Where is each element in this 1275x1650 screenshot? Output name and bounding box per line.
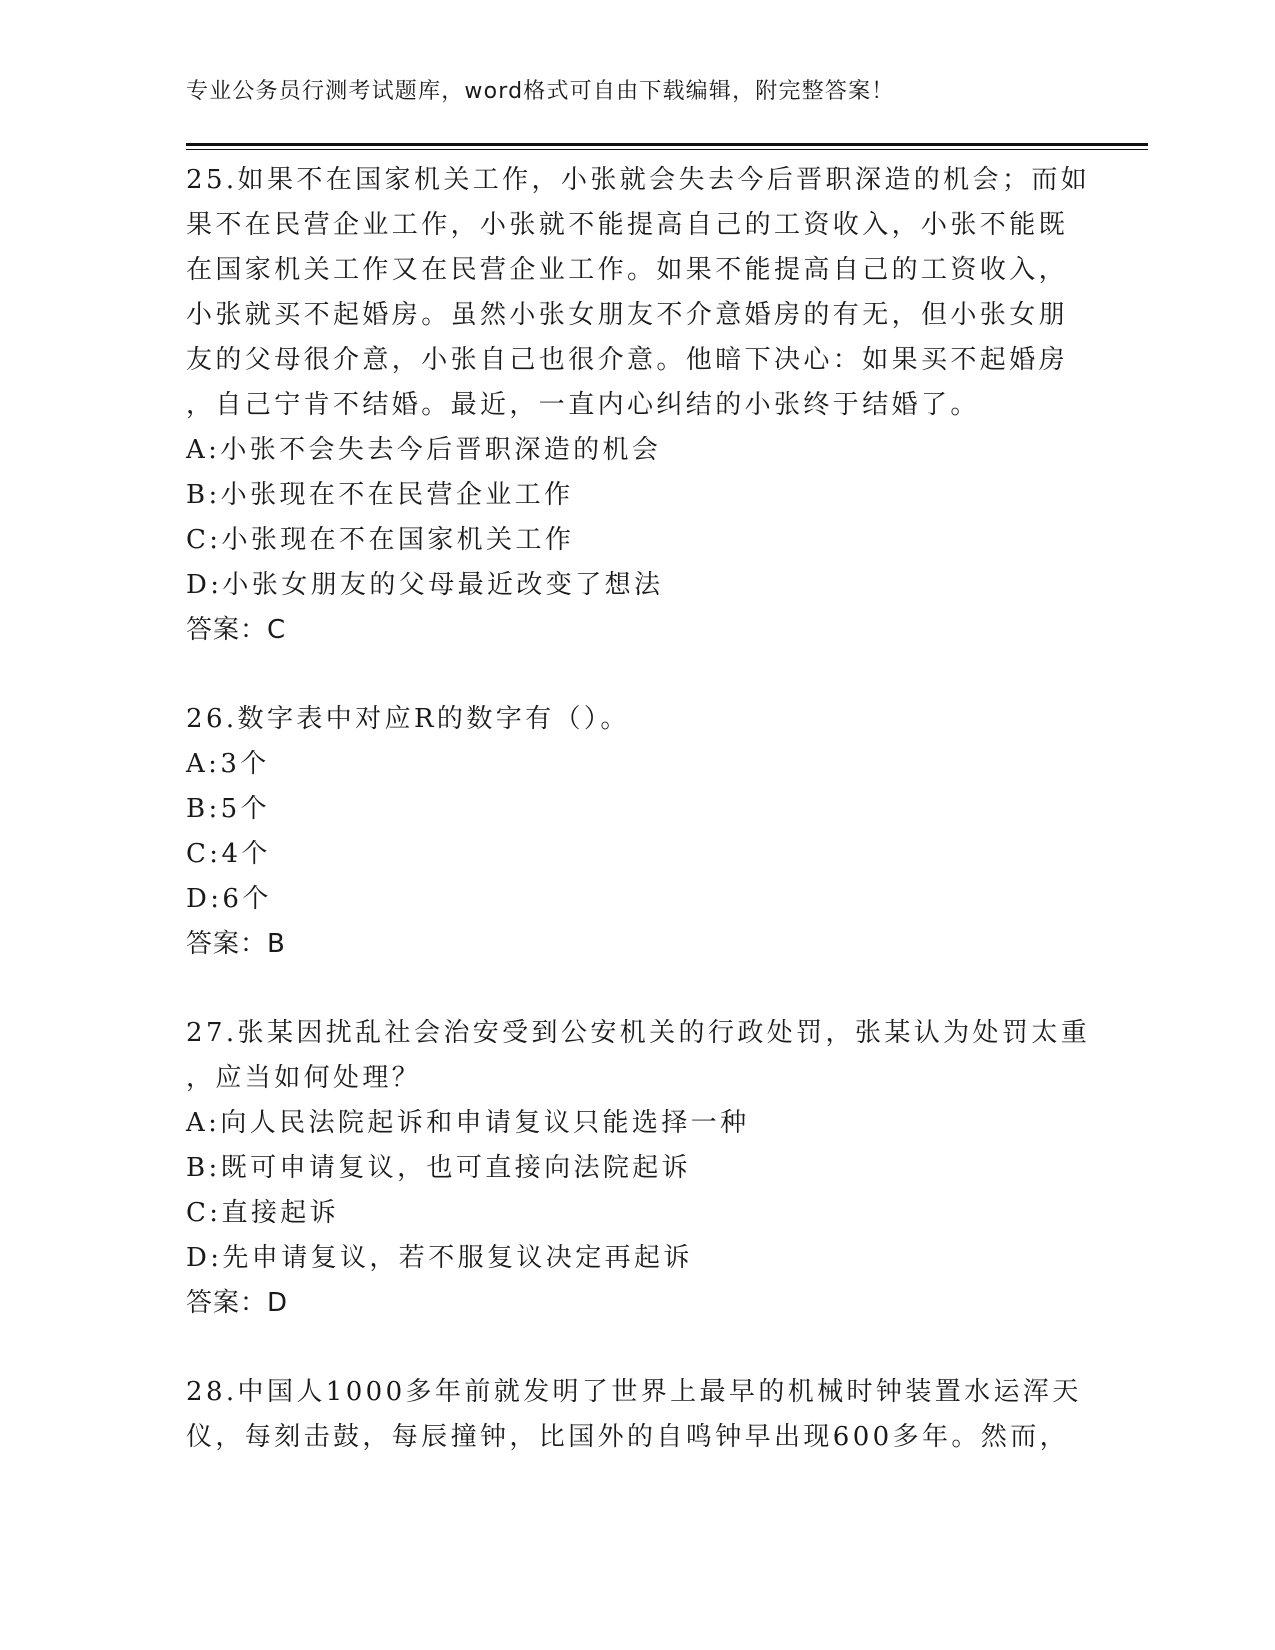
option-b: B:既可申请复议，也可直接向法院起诉 bbox=[186, 1153, 692, 1183]
stem-line: 仪，每刻击鼓，每辰撞钟，比国外的自鸣钟早出现600多年。然而， bbox=[186, 1422, 1070, 1452]
question-27 bbox=[186, 1011, 1091, 1326]
question-25 bbox=[186, 158, 1091, 653]
option-b: B:5个 bbox=[186, 794, 271, 824]
option-b: B:小张现在不在民营企业工作 bbox=[186, 480, 574, 510]
option-a: A:3个 bbox=[186, 749, 270, 779]
stem-line: 果不在民营企业工作，小张就不能提高自己的工资收入，小张不能既 bbox=[186, 210, 1069, 240]
option-d: D:6个 bbox=[186, 884, 272, 914]
option-c: C:直接起诉 bbox=[186, 1198, 340, 1228]
stem-line: 27.张某因扰乱社会治安受到公安机关的行政处罚，张某认为处罚太重 bbox=[186, 1018, 1091, 1048]
option-c: C:小张现在不在国家机关工作 bbox=[186, 525, 575, 555]
option-a: A:小张不会失去今后晋职深造的机会 bbox=[186, 435, 662, 465]
stem-line: 小张就买不起婚房。虽然小张女朋友不介意婚房的有无，但小张女朋 bbox=[186, 300, 1069, 330]
stem-line: 26.数字表中对应R的数字有（）。 bbox=[186, 704, 630, 734]
header-rule-thin bbox=[186, 149, 1148, 150]
answer-label: 答案：B bbox=[186, 929, 286, 959]
question-stem bbox=[186, 1011, 1091, 1101]
header-rule-thick bbox=[186, 143, 1148, 146]
stem-line: 25.如果不在国家机关工作，小张就会失去今后晋职深造的机会；而如 bbox=[186, 165, 1091, 195]
stem-line: ，自己宁肯不结婚。最近，一直内心纠结的小张终于结婚了。 bbox=[186, 390, 980, 420]
stem-line: 在国家机关工作又在民营企业工作。如果不能提高自己的工资收入， bbox=[186, 255, 1069, 285]
answer-label: 答案：D bbox=[186, 1288, 289, 1318]
option-c: C:4个 bbox=[186, 839, 271, 869]
option-d: D:先申请复议，若不服复议决定再起诉 bbox=[186, 1243, 693, 1273]
question-list bbox=[186, 158, 1091, 1504]
stem-line: 友的父母很介意，小张自己也很介意。他暗下决心：如果买不起婚房 bbox=[186, 345, 1069, 375]
question-26 bbox=[186, 697, 1086, 967]
question-stem bbox=[186, 697, 1086, 742]
question-stem bbox=[186, 1370, 1086, 1460]
option-d: D:小张女朋友的父母最近改变了想法 bbox=[186, 570, 664, 600]
stem-line: ，应当如何处理？ bbox=[186, 1063, 422, 1093]
stem-line: 28.中国人1000多年前就发明了世界上最早的机械时钟装置水运浑天 bbox=[186, 1377, 1082, 1407]
page-header: 专业公务员行测考试题库，word格式可自由下载编辑，附完整答案！ bbox=[186, 79, 895, 104]
answer-label: 答案：C bbox=[186, 615, 287, 645]
question-stem bbox=[186, 158, 1091, 428]
question-28 bbox=[186, 1370, 1086, 1460]
option-a: A:向人民法院起诉和申请复议只能选择一种 bbox=[186, 1108, 750, 1138]
